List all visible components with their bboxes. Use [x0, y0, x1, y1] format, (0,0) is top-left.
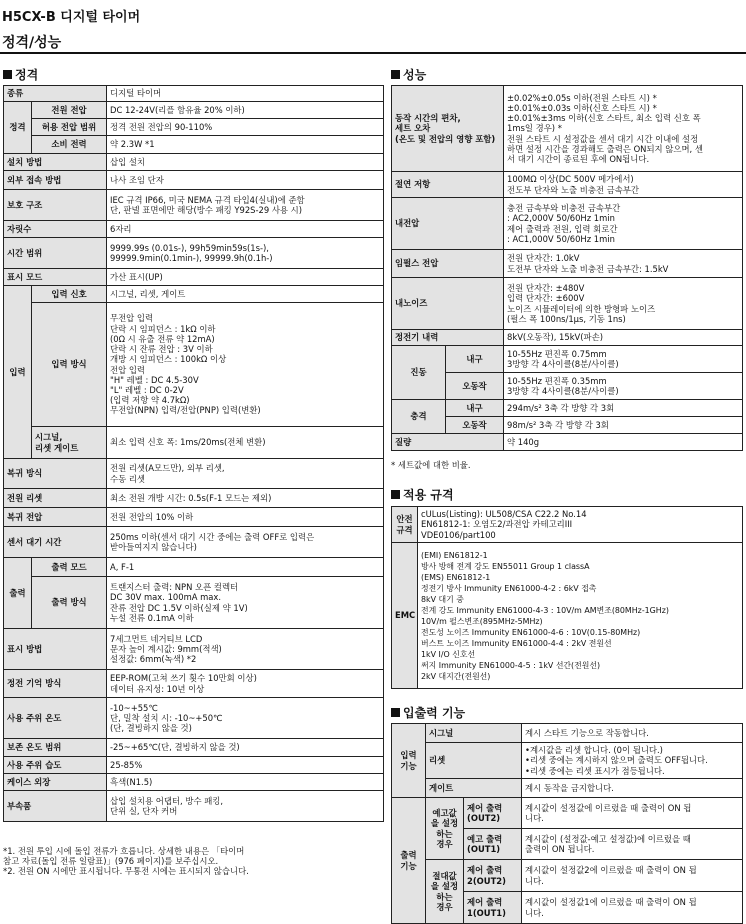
header-rule: [0, 52, 746, 54]
perf-value: 전원 단자간: ±480V 입력 단자간: ±600V 노이즈 시뮬레이터에 의한 방형파 노이즈 (펄스 폭 100ns/1μs, 기동 1ns): [504, 278, 743, 330]
rating-value: 약 2.3W *1: [107, 136, 384, 154]
rating-key: 사용 주위 온도: [4, 698, 107, 739]
perf-subkey: 오동작: [446, 373, 504, 400]
rating-key: 케이스 외장: [4, 774, 107, 791]
rating-key: 정전 기억 방식: [4, 670, 107, 698]
rating-key: 설치 방법: [4, 154, 107, 171]
rating-key: 시간 범위: [4, 238, 107, 269]
standards-table: [391, 506, 743, 689]
io-value: 계시값이 설정값2에 이르렀을 때 출력이 ON 됩 니다.: [522, 860, 743, 892]
rating-key: 복귀 전압: [4, 508, 107, 527]
rating-key: 종류: [4, 86, 107, 102]
performance-footnote: * 세트값에 대한 비율.: [391, 460, 471, 470]
perf-value: 충전 금속부와 비충전 금속부간 : AC2,000V 50/60Hz 1min 제어 출력과 전원, 입력 회로간 : AC1,000V 50/60Hz 1min: [504, 198, 743, 250]
rating-group: 출력: [4, 558, 32, 629]
perf-subkey: 내구: [446, 400, 504, 417]
ratings-heading: 정격: [3, 66, 38, 83]
performance-table: [391, 85, 743, 451]
rating-value: 250ms 이하(센서 대기 시간 중에는 출력 OFF로 입력은 받아들여지지 않습니다): [107, 527, 384, 558]
io-input-label: 입력 기능: [392, 724, 426, 798]
rating-value: 삽입 설치용 어댑터, 방수 패킹, 단위 실, 단자 커버: [107, 791, 384, 822]
rating-key: 자릿수: [4, 221, 107, 238]
io-value: 계시값이 설정값1에 이르렀을 때 출력이 ON 됩 니다.: [522, 892, 743, 924]
rating-subkey: 출력 방식: [32, 577, 107, 629]
rating-value: 가산 표시(UP): [107, 269, 384, 286]
rating-value: 나사 조임 단자: [107, 171, 384, 190]
perf-value: 100MΩ 이상(DC 500V 메가에서) 전도부 단자와 노출 비충전 금속부간: [504, 172, 743, 198]
perf-key: 절연 저항: [392, 172, 504, 198]
rating-key: 표시 모드: [4, 269, 107, 286]
square-bullet-icon: [3, 70, 12, 79]
rating-key: 복귀 방식: [4, 459, 107, 489]
rating-value: 삽입 설치: [107, 154, 384, 171]
standards-safety-label: 안전 규격: [392, 507, 418, 543]
rating-value: 최소 전원 개방 시간: 0.5s(F-1 모드는 제외): [107, 489, 384, 508]
perf-value: 10-55Hz 편진폭 0.75mm 3방향 각 4사이클(8분/사이클): [504, 346, 743, 373]
rating-value: 25-85%: [107, 757, 384, 774]
rating-value: -25~+65℃(단, 결빙하지 않을 것): [107, 739, 384, 757]
rating-key: 센서 대기 시간: [4, 527, 107, 558]
rating-value: DC 12-24V(리플 함유율 20% 이하): [107, 102, 384, 119]
rating-value: 정격 전원 전압의 90-110%: [107, 119, 384, 136]
ratings-table: [3, 85, 384, 822]
square-bullet-icon: [391, 708, 400, 717]
perf-key: 동작 시간의 편차, 세트 오차 (온도 및 전압의 영향 포함): [392, 86, 504, 172]
io-preset-label: 예고값 을 설정 하는 경우: [426, 798, 464, 860]
perf-group: 진동: [392, 346, 446, 400]
rating-value: 전원 리셋(A모드만), 외부 리셋, 수동 리셋: [107, 459, 384, 489]
rating-subkey: 전원 전압: [32, 102, 107, 119]
rating-value: IEC 규격 IP66, 미국 NEMA 규격 타입4(실내)에 준함 단, 판넬 표면에만 해당(방수 패킹 Y92S-29 사용 시): [107, 190, 384, 221]
io-key: 제어 출력 (OUT2): [464, 798, 522, 829]
rating-key: 부속품: [4, 791, 107, 822]
rating-key: 전원 리셋: [4, 489, 107, 508]
io-value: 계시 스타트 기능으로 작동합니다.: [522, 724, 743, 743]
rating-group: 입력: [4, 286, 32, 459]
io-heading: 입출력 기능: [391, 704, 465, 721]
rating-value: 6자리: [107, 221, 384, 238]
standards-heading: 적용 규격: [391, 486, 454, 503]
io-key: 게이트: [426, 779, 522, 798]
io-value: 계시 동작을 금지합니다.: [522, 779, 743, 798]
perf-value: ±0.02%±0.05s 이하(전원 스타트 시) * ±0.01%±0.03s 이하(신호 스타트 시) * ±0.01%±3ms 이하(신호 스타트, 최소 입력 신호 폭 1ms일 경우) * 전원 스타트 시 설정값을 센서 대기 시간 이내에 설정 하면 설정 시간을 경과해도 출력은 ON되지 않으며, 센 서 대기 시간이 종료된 후에 ON됩니다.: [504, 86, 743, 172]
io-key: 리셋: [426, 743, 522, 779]
rating-subkey: 소비 전력: [32, 136, 107, 154]
page-section-title: 정격/성능: [2, 35, 62, 51]
rating-value: EEP-ROM(고쳐 쓰기 횟수 10만회 이상) 데이터 유지성: 10년 이상: [107, 670, 384, 698]
rating-value: 전원 전압의 10% 이하: [107, 508, 384, 527]
perf-key: 정전기 내력: [392, 330, 504, 346]
io-value: 계시값이 설정값에 이르렀을 때 출력이 ON 됩 니다.: [522, 798, 743, 829]
rating-value: 디지털 타이머: [107, 86, 384, 102]
rating-subkey: 시그널, 리셋 게이트: [32, 427, 107, 459]
rating-value: 최소 입력 신호 폭: 1ms/20ms(전체 변환): [107, 427, 384, 459]
performance-heading: 성능: [391, 66, 426, 83]
rating-value: 9999.99s (0.01s-), 99h59min59s(1s-), 99999.9min(0.1min-), 99999.9h(0.1h-): [107, 238, 384, 269]
standards-emc-text: (EMI) EN61812-1 방사 방해 전계 강도 EN55011 Group 1 classA (EMS) EN61812-1 정전기 방사 Immunity EN61000-4-2 : 6kV 접촉 8kV 대기 중 전계 강도 Immunity EN61000-4-3 : 10V/m AM변조(80MHz-1GHz) 10V/m 펄스변조(895MHz-5MHz) 전도성 노이즈 Immunity EN61000-4-6 : 10V(0.15-80MHz) 버스트 노이즈 Immunity EN61000-4-4 : 2kV 전원선 1kV I/O 신호선 써지 Immunity EN61000-4-5 : 1kV 선간(전원선) 2kV 대지간(전원선): [418, 543, 743, 689]
perf-subkey: 오동작: [446, 417, 504, 434]
rating-key: 외부 접속 방법: [4, 171, 107, 190]
perf-key: 질량: [392, 434, 504, 451]
standards-safety-text: cULus(Listing): UL508/CSA C22.2 No.14 EN61812-1: 오염도2/과전압 카테고리III VDE0106/part100: [418, 507, 743, 543]
rating-value: 시그널, 리셋, 게이트: [107, 286, 384, 303]
rating-value: 흑색(N1.5): [107, 774, 384, 791]
rating-subkey: 입력 신호: [32, 286, 107, 303]
rating-key: 표시 방법: [4, 629, 107, 670]
perf-value: 약 140g: [504, 434, 743, 451]
ratings-footnotes: *1. 전원 투입 시에 돌입 전류가 흐릅니다. 상세한 내용은 「타이머 참고 자료(돌입 전류 일람표)」(976 페이지)를 보주십시오. *2. 전원 ON 시에만 표시됩니다. 무통전 시에는 표시되지 않습니다.: [3, 846, 249, 877]
perf-key: 임펄스 전압: [392, 250, 504, 278]
io-key: 제어 출력 1(OUT1): [464, 892, 522, 924]
square-bullet-icon: [391, 490, 400, 499]
rating-key: 보호 구조: [4, 190, 107, 221]
perf-key: 내노이즈: [392, 278, 504, 330]
perf-subkey: 내구: [446, 346, 504, 373]
rating-value: 무전압 입력 단락 시 임피던스 : 1kΩ 이하 (0Ω 시 유출 전류 약 12mA) 단락 시 잔류 전압 : 3V 이하 개방 시 임피던스 : 100kΩ 이상 전압 입력 "H" 레벨 : DC 4.5-30V "L" 레벨 : DC 0-2V (입력 저항 약 4.7kΩ) 무전압(NPN) 입력/전압(PNP) 입력(변환): [107, 303, 384, 427]
io-value: 계시값이 (설정값-예고 설정값)에 이르렀을 때 출력이 ON 됩니다.: [522, 829, 743, 860]
perf-group: 충격: [392, 400, 446, 434]
square-bullet-icon: [391, 70, 400, 79]
perf-value: 8kV(오동작), 15kV(파손): [504, 330, 743, 346]
rating-value: 트랜지스터 출력: NPN 오픈 컬렉터 DC 30V max. 100mA max. 잔류 전압 DC 1.5V 이하(실제 약 1V) 누설 전류 0.1mA 이하: [107, 577, 384, 629]
io-value: •계시값을 리셋 합니다. (0이 됩니다.) •리셋 중에는 계시하지 않으며 출력도 OFF됩니다. •리셋 중에는 리셋 표시가 점등됩니다.: [522, 743, 743, 779]
rating-value: -10~+55℃ 단, 밀착 설치 시: -10~+50℃ (단, 결빙하지 않을 것): [107, 698, 384, 739]
perf-value: 98m/s² 3축 각 방향 각 3회: [504, 417, 743, 434]
page-header-title: H5CX-B 디지털 타이머: [2, 10, 141, 25]
rating-group: 정격: [4, 102, 32, 154]
rating-value: 7세그먼트 네거티브 LCD 문자 높이 계시값: 9mm(적색) 설정값: 6mm(녹색) *2: [107, 629, 384, 670]
perf-key: 내전압: [392, 198, 504, 250]
rating-subkey: 입력 방식: [32, 303, 107, 427]
rating-subkey: 허용 전압 범위: [32, 119, 107, 136]
io-key: 시그널: [426, 724, 522, 743]
perf-value: 전원 단자간: 1.0kV 도전부 단자와 노출 비충전 금속부간: 1.5kV: [504, 250, 743, 278]
rating-value: A, F-1: [107, 558, 384, 577]
perf-value: 294m/s² 3축 각 방향 각 3회: [504, 400, 743, 417]
standards-emc-label: EMC: [392, 543, 418, 689]
io-key: 제어 출력 2(OUT2): [464, 860, 522, 892]
perf-value: 10-55Hz 편진폭 0.35mm 3방향 각 4사이클(8분/사이클): [504, 373, 743, 400]
io-absolute-label: 절대값 을 설정 하는 경우: [426, 860, 464, 924]
io-key: 예고 출력 (OUT1): [464, 829, 522, 860]
rating-subkey: 출력 모드: [32, 558, 107, 577]
rating-key: 사용 주위 습도: [4, 757, 107, 774]
io-table: [391, 723, 743, 924]
io-output-label: 출력 기능: [392, 798, 426, 924]
rating-key: 보존 온도 범위: [4, 739, 107, 757]
